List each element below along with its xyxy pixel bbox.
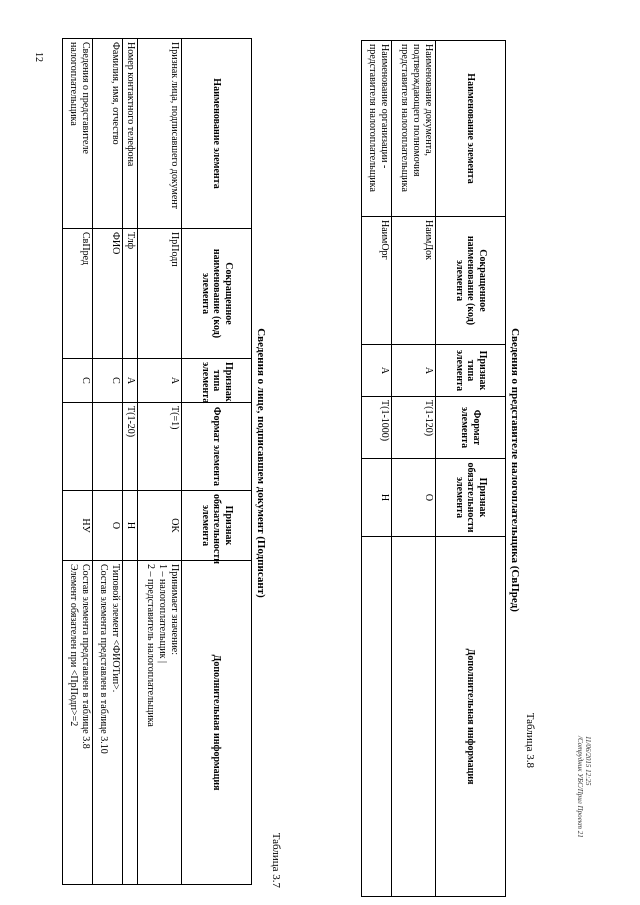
data-table: [62, 38, 252, 885]
table-title: Сведения о представителе налогоплательщика (СвПред): [509, 328, 521, 612]
column-header: Признак типа элемента: [182, 359, 252, 403]
column-header: Наименование элемента: [436, 41, 506, 217]
table-row: [123, 39, 138, 885]
table-cell: T(=1): [138, 403, 182, 491]
table-cell: Признак лица, подписавшего документ: [138, 39, 182, 229]
table-cell: НаимОрг: [362, 217, 392, 345]
column-header: Сокращенное наименование (код) элемента: [436, 217, 506, 345]
document-footer: [575, 736, 592, 838]
table-cell: [63, 403, 93, 491]
column-header: Формат элемента: [436, 397, 506, 459]
table-cell: T(1-120): [392, 397, 436, 459]
table-cell: H: [123, 491, 138, 561]
table-cell: ФИО: [93, 229, 123, 359]
column-header: Дополнительная информация: [182, 561, 252, 885]
column-header: Дополнительная информация: [436, 537, 506, 897]
table-cell: Наименование документа, подтверждающего полномочия представителя налогоплательщика: [392, 41, 436, 217]
table-cell: [392, 537, 436, 897]
column-header: Формат элемента: [182, 403, 252, 491]
table-cell: A: [123, 359, 138, 403]
table-cell: Тлф: [123, 229, 138, 359]
footer-timestamp: 11/06/2015 12:25: [584, 736, 592, 786]
table-cell: [123, 561, 138, 885]
table-cell: OK: [138, 491, 182, 561]
table-cell: [362, 537, 392, 897]
table-title: Сведения о лице, подписавшем документ (Подписант): [255, 328, 267, 598]
table-label: Таблица 3.7: [270, 832, 282, 888]
table-cell: O: [93, 491, 123, 561]
table-label: Таблица 3.8: [524, 712, 536, 768]
header-row: [182, 39, 252, 885]
table-3-8-block: [361, 40, 536, 900]
table-cell: A: [392, 345, 436, 397]
table-cell: A: [362, 345, 392, 397]
column-header: Наименование элемента: [182, 39, 252, 229]
table-cell: C: [93, 359, 123, 403]
table-cell: Состав элемента представлен в таблице 3.8 Элемент обязателен при <ПрПодп>=2: [63, 561, 93, 885]
column-header: Сокращенное наименование (код) элемента: [182, 229, 252, 359]
table-row: [138, 39, 182, 885]
table-cell: Номер контактного телефона: [123, 39, 138, 229]
table-cell: O: [392, 459, 436, 537]
table-cell: T(1-1000): [362, 397, 392, 459]
page-number: 12: [33, 52, 44, 62]
table-row: [93, 39, 123, 885]
column-header: Признак типа элемента: [436, 345, 506, 397]
header-row: [436, 41, 506, 897]
table-cell: T(1-20): [123, 403, 138, 491]
table-cell: C: [63, 359, 93, 403]
table-cell: Фамилия, имя, отчество: [93, 39, 123, 229]
column-header: Признак обязательности элемента: [182, 491, 252, 561]
table-cell: [93, 403, 123, 491]
data-table: [361, 40, 506, 897]
table-cell: Сведения о представителе налогоплательщика: [63, 39, 93, 229]
table-cell: Типовой элемент <ФИОТип>. Состав элемента представлен в таблице 3.10: [93, 561, 123, 885]
footer-path: /Сотрудник УБС/Прил Проект 21: [575, 736, 584, 838]
table-cell: НаимДок: [392, 217, 436, 345]
table-3-7-block: [62, 38, 282, 888]
table-cell: СвПред: [63, 229, 93, 359]
table-row: [63, 39, 93, 885]
table-cell: ПрПодп: [138, 229, 182, 359]
column-header: Признак обязательности элемента: [436, 459, 506, 537]
table-cell: Принимает значение: 1 – налогоплательщик | 2 – представитель налогоплательщика: [138, 561, 182, 885]
table-cell: H: [362, 459, 392, 537]
table-row: [362, 41, 392, 897]
table-cell: Наименование организации - представителя налогоплательщика: [362, 41, 392, 217]
table-row: [392, 41, 436, 897]
table-cell: НУ: [63, 491, 93, 561]
table-cell: A: [138, 359, 182, 403]
